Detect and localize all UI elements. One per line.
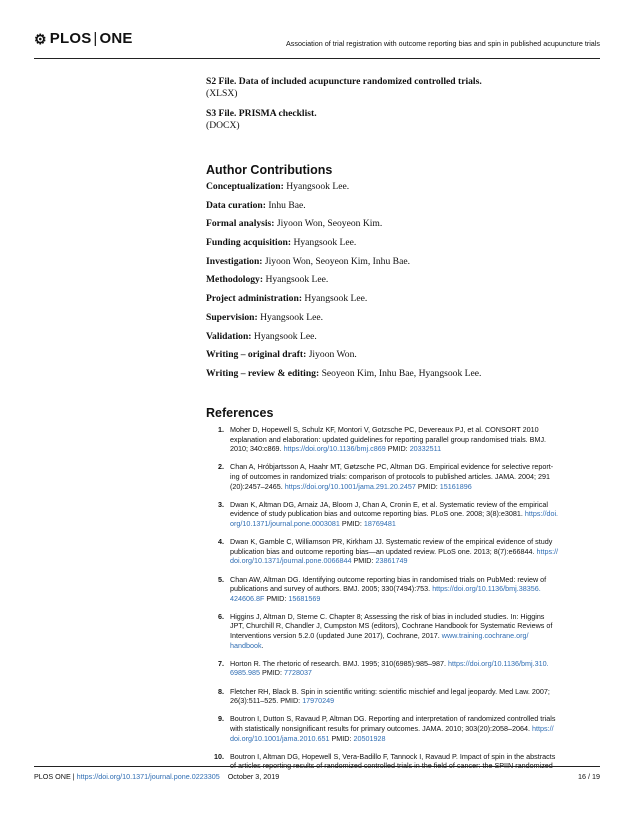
reference-text: Boutron I, Dutton S, Ravaud P, Altman DG. Reporting and interpretation of randomized controlled trials bbox=[230, 714, 556, 724]
reference-text: Moher D, Hopewell S, Schulz KF, Montori V, Gotzsche PC, Devereaux PJ, et al. CONSORT 2010 bbox=[230, 425, 539, 434]
reference-text: PMID: bbox=[259, 668, 284, 678]
author-contributions-list bbox=[206, 181, 598, 387]
reference-item bbox=[206, 752, 598, 771]
reference-item bbox=[206, 500, 598, 529]
contribution-role: Formal analysis: bbox=[206, 218, 275, 230]
reference-text: PMID: bbox=[264, 593, 289, 603]
reference-line bbox=[230, 724, 598, 734]
reference-line bbox=[230, 668, 598, 678]
contribution-item bbox=[206, 181, 598, 200]
reference-text: Boutron I, Altman DG, Hopewell S, Vera-Badillo F, Tannock I, Ravaud P. Impact of spin in the abstracts bbox=[230, 751, 556, 761]
running-title: Association of trial registration with outcome reporting bias and spin in published acupuncture trials bbox=[285, 39, 600, 48]
reference-number: 6. bbox=[218, 611, 224, 621]
reference-number: 10. bbox=[214, 751, 224, 761]
reference-text: 26(3):511–525. PMID: bbox=[230, 696, 303, 706]
reference-link[interactable]: https:// bbox=[536, 546, 559, 556]
contribution-names: Hyangsook Lee. bbox=[265, 274, 329, 286]
reference-item bbox=[206, 659, 598, 678]
reference-text: Horton R. The rhetoric of research. BMJ. 1995; 310(6985):985–987. bbox=[230, 658, 449, 668]
reference-text: Dwan K, Altman DG, Arnaiz JA, Bloom J, Chan A, Cronin E, et al. Systematic review of the empirical bbox=[230, 499, 548, 509]
reference-line bbox=[230, 500, 598, 510]
reference-text: Dwan K, Gamble C, Williamson PR, Kirkham JJ. Systematic review of the empirical evidence of study bbox=[230, 537, 553, 547]
reference-text: evidence of study publication bias and outcome reporting bias. PLoS one. 2008; 3(8):e3081. bbox=[230, 509, 525, 519]
reference-number: 9. bbox=[218, 714, 224, 724]
reference-link[interactable]: handbook bbox=[230, 640, 262, 650]
contribution-role: Investigation: bbox=[206, 255, 263, 267]
footer-separator: | bbox=[70, 772, 77, 781]
references-heading: References bbox=[206, 406, 274, 420]
plos-gear-icon: ⚙ bbox=[34, 30, 47, 47]
references-list bbox=[206, 425, 598, 780]
reference-line bbox=[230, 472, 598, 482]
reference-text: publication bias and outcome reporting bias—an updated review. PLoS one. 2013; 8(7):e66844. bbox=[230, 546, 537, 556]
contribution-role: Funding acquisition: bbox=[206, 237, 292, 249]
author-contributions-heading: Author Contributions bbox=[206, 163, 333, 177]
contribution-role: Writing – review & editing: bbox=[206, 367, 320, 379]
contribution-role: Methodology: bbox=[206, 274, 264, 286]
reference-item bbox=[206, 612, 598, 650]
reference-link[interactable]: 23861749 bbox=[375, 556, 408, 566]
header-rule bbox=[34, 58, 600, 59]
reference-line bbox=[230, 584, 598, 594]
reference-text: PMID: bbox=[351, 556, 376, 566]
contribution-role: Validation: bbox=[206, 330, 252, 342]
contribution-role: Writing – original draft: bbox=[206, 349, 307, 361]
contribution-item bbox=[206, 200, 598, 219]
reference-line bbox=[230, 752, 598, 762]
reference-item bbox=[206, 714, 598, 743]
reference-text: (20):2457–2465. bbox=[230, 481, 285, 491]
reference-text: . bbox=[261, 640, 264, 650]
contribution-role: Supervision: bbox=[206, 311, 258, 323]
contribution-names: Hyangsook Lee. bbox=[304, 293, 368, 305]
supporting-file-format: (XLSX) bbox=[206, 88, 238, 99]
contribution-item bbox=[206, 312, 598, 331]
reference-link[interactable]: 7728037 bbox=[283, 668, 312, 678]
reference-line bbox=[230, 659, 598, 669]
contribution-item bbox=[206, 349, 598, 368]
reference-line bbox=[230, 714, 598, 724]
contribution-item bbox=[206, 237, 598, 256]
supporting-file-title: S3 File. PRISMA checklist. bbox=[206, 108, 317, 119]
reference-link[interactable]: www.training.cochrane.org/ bbox=[441, 631, 529, 641]
reference-number: 7. bbox=[218, 658, 224, 668]
contribution-item bbox=[206, 368, 598, 387]
reference-line bbox=[230, 425, 598, 435]
reference-link[interactable]: 20501928 bbox=[353, 733, 386, 743]
reference-text: PMID: bbox=[415, 481, 440, 491]
supporting-information bbox=[206, 76, 598, 140]
reference-item bbox=[206, 687, 598, 706]
reference-text: PMID: bbox=[339, 518, 364, 528]
reference-line bbox=[230, 621, 598, 631]
reference-number: 1. bbox=[218, 425, 224, 434]
footer-date: October 3, 2019 bbox=[227, 772, 280, 781]
reference-link[interactable]: 6985.985 bbox=[230, 668, 260, 678]
reference-text: 2010; 340:c869. bbox=[230, 444, 284, 454]
supporting-file-s2 bbox=[206, 76, 598, 100]
reference-link[interactable]: org/10.1371/journal.pone.0003081 bbox=[230, 518, 340, 528]
reference-line bbox=[230, 631, 598, 641]
reference-text: Fletcher RH, Black B. Spin in scientific writing: scientific mischief and legal jeopardy. Med Law. 2007; bbox=[230, 686, 550, 696]
contribution-names: Hyangsook Lee. bbox=[253, 330, 317, 342]
reference-link[interactable]: 15681569 bbox=[288, 593, 321, 603]
reference-line bbox=[230, 482, 598, 492]
reference-item bbox=[206, 425, 598, 454]
reference-item bbox=[206, 537, 598, 566]
contribution-names: Hyangsook Lee. bbox=[260, 311, 323, 323]
contribution-names: Hyangsook Lee. bbox=[286, 181, 350, 192]
reference-text: JPT, Churchill R, Chandler J, Cumpston MS (editors), Cochrane Handbook for Systematic Reviews of bbox=[230, 621, 553, 631]
reference-link[interactable]: 20332511 bbox=[409, 444, 442, 454]
logo-divider: | bbox=[93, 30, 98, 47]
contribution-names: Jiyoon Won. bbox=[308, 349, 357, 361]
contribution-role: Conceptualization: bbox=[206, 181, 284, 192]
reference-text: of articles reporting results of randomized controlled trials in the field of cancer: the SPIIN randomized bbox=[230, 761, 553, 771]
reference-text: Higgins J, Altman D, Sterne C. Chapter 8; Assessing the risk of bias in included studies. In: Higgins bbox=[230, 611, 545, 621]
reference-link[interactable]: doi.org/10.1371/journal.pone.0066844 bbox=[230, 556, 352, 566]
reference-line bbox=[230, 547, 598, 557]
contribution-item bbox=[206, 256, 598, 275]
reference-line bbox=[230, 696, 598, 706]
reference-line bbox=[230, 435, 598, 445]
reference-number: 3. bbox=[218, 499, 224, 509]
logo-plos: PLOS bbox=[49, 30, 92, 47]
reference-link[interactable]: doi.org/10.1001/jama.2010.651 bbox=[230, 733, 330, 743]
reference-line bbox=[230, 575, 598, 585]
reference-line bbox=[230, 519, 598, 529]
reference-item bbox=[206, 462, 598, 491]
reference-number: 5. bbox=[218, 574, 224, 584]
reference-line bbox=[230, 687, 598, 697]
footer-rule bbox=[34, 766, 600, 767]
page-header bbox=[34, 30, 600, 52]
contribution-names: Hyangsook Lee. bbox=[293, 237, 357, 249]
reference-line bbox=[230, 509, 598, 519]
reference-text: Interventions version 5.2.0 (updated June 2017), Cochrane, 2017. bbox=[230, 631, 442, 641]
contribution-item bbox=[206, 293, 598, 312]
logo-one: ONE bbox=[99, 30, 133, 47]
reference-text: PMID: bbox=[385, 444, 410, 454]
reference-number: 4. bbox=[218, 537, 224, 547]
supporting-file-format: (DOCX) bbox=[206, 120, 240, 131]
reference-number: 2. bbox=[218, 462, 224, 472]
reference-link[interactable]: https:// bbox=[532, 724, 554, 733]
contribution-names: Seoyeon Kim, Inhu Bae, Hyangsook Lee. bbox=[321, 367, 482, 379]
contribution-item bbox=[206, 218, 598, 237]
contribution-item bbox=[206, 331, 598, 350]
reference-line bbox=[230, 612, 598, 622]
footer-journal: PLOS ONE bbox=[34, 772, 71, 781]
reference-line bbox=[230, 641, 598, 651]
contribution-names: Inhu Bae. bbox=[268, 199, 306, 211]
reference-line bbox=[230, 734, 598, 744]
reference-link[interactable]: 17970249 bbox=[302, 696, 335, 706]
contribution-names: Jiyoon Won, Seoyeon Kim, Inhu Bae. bbox=[264, 255, 410, 267]
plos-one-logo bbox=[34, 30, 133, 47]
reference-text: with statistically nonsignificant results for primary outcomes. JAMA. 2010; 303(20):2058–2064. bbox=[230, 724, 533, 733]
supporting-file-s3 bbox=[206, 108, 598, 132]
reference-text: publications and survey of authors. BMJ. 2005; 330(7494):753. bbox=[230, 584, 433, 594]
reference-link[interactable]: 15161896 bbox=[439, 481, 472, 491]
reference-link[interactable]: 424606.8F bbox=[230, 593, 265, 603]
reference-link[interactable]: 18769481 bbox=[363, 518, 396, 528]
reference-line bbox=[230, 556, 598, 566]
reference-line bbox=[230, 462, 598, 472]
supporting-file-title: S2 File. Data of included acupuncture randomized controlled trials. bbox=[206, 76, 482, 87]
contribution-role: Data curation: bbox=[206, 199, 266, 211]
reference-text: PMID: bbox=[329, 733, 354, 743]
reference-number: 8. bbox=[218, 686, 224, 696]
reference-line bbox=[230, 537, 598, 547]
reference-text: Chan A, Hróbjartsson A, Haahr MT, Gøtzsche PC, Altman DG. Empirical evidence for selective report- bbox=[230, 462, 554, 472]
reference-line bbox=[230, 444, 598, 454]
contribution-names: Jiyoon Won, Seoyeon Kim. bbox=[276, 218, 383, 230]
reference-link[interactable]: https://doi. bbox=[524, 509, 559, 519]
reference-text: explanation and elaboration: updated guidelines for reporting parallel group randomised trials. BMJ. bbox=[230, 434, 547, 444]
reference-link[interactable]: https://doi.org/10.1001/jama.291.20.2457 bbox=[284, 481, 416, 491]
footer-doi-link[interactable]: https://doi.org/10.1371/journal.pone.0223305 bbox=[76, 772, 220, 781]
reference-text: ing of outcomes in randomized trials: comparison of protocols to published articles. JAMA. 2004; 291 bbox=[230, 471, 551, 481]
reference-line bbox=[230, 594, 598, 604]
reference-text: Chan AW, Altman DG. Identifying outcome reporting bias in randomised trials on PubMed: review of bbox=[230, 574, 547, 584]
contribution-item bbox=[206, 274, 598, 293]
contribution-role: Project administration: bbox=[206, 293, 303, 305]
reference-link[interactable]: https://doi.org/10.1136/bmj.310. bbox=[448, 658, 549, 668]
reference-link[interactable]: https://doi.org/10.1136/bmj.38356. bbox=[432, 584, 541, 594]
reference-link[interactable]: https://doi.org/10.1136/bmj.c869 bbox=[283, 444, 386, 454]
reference-item bbox=[206, 575, 598, 604]
page-number: 16 / 19 bbox=[578, 772, 600, 781]
